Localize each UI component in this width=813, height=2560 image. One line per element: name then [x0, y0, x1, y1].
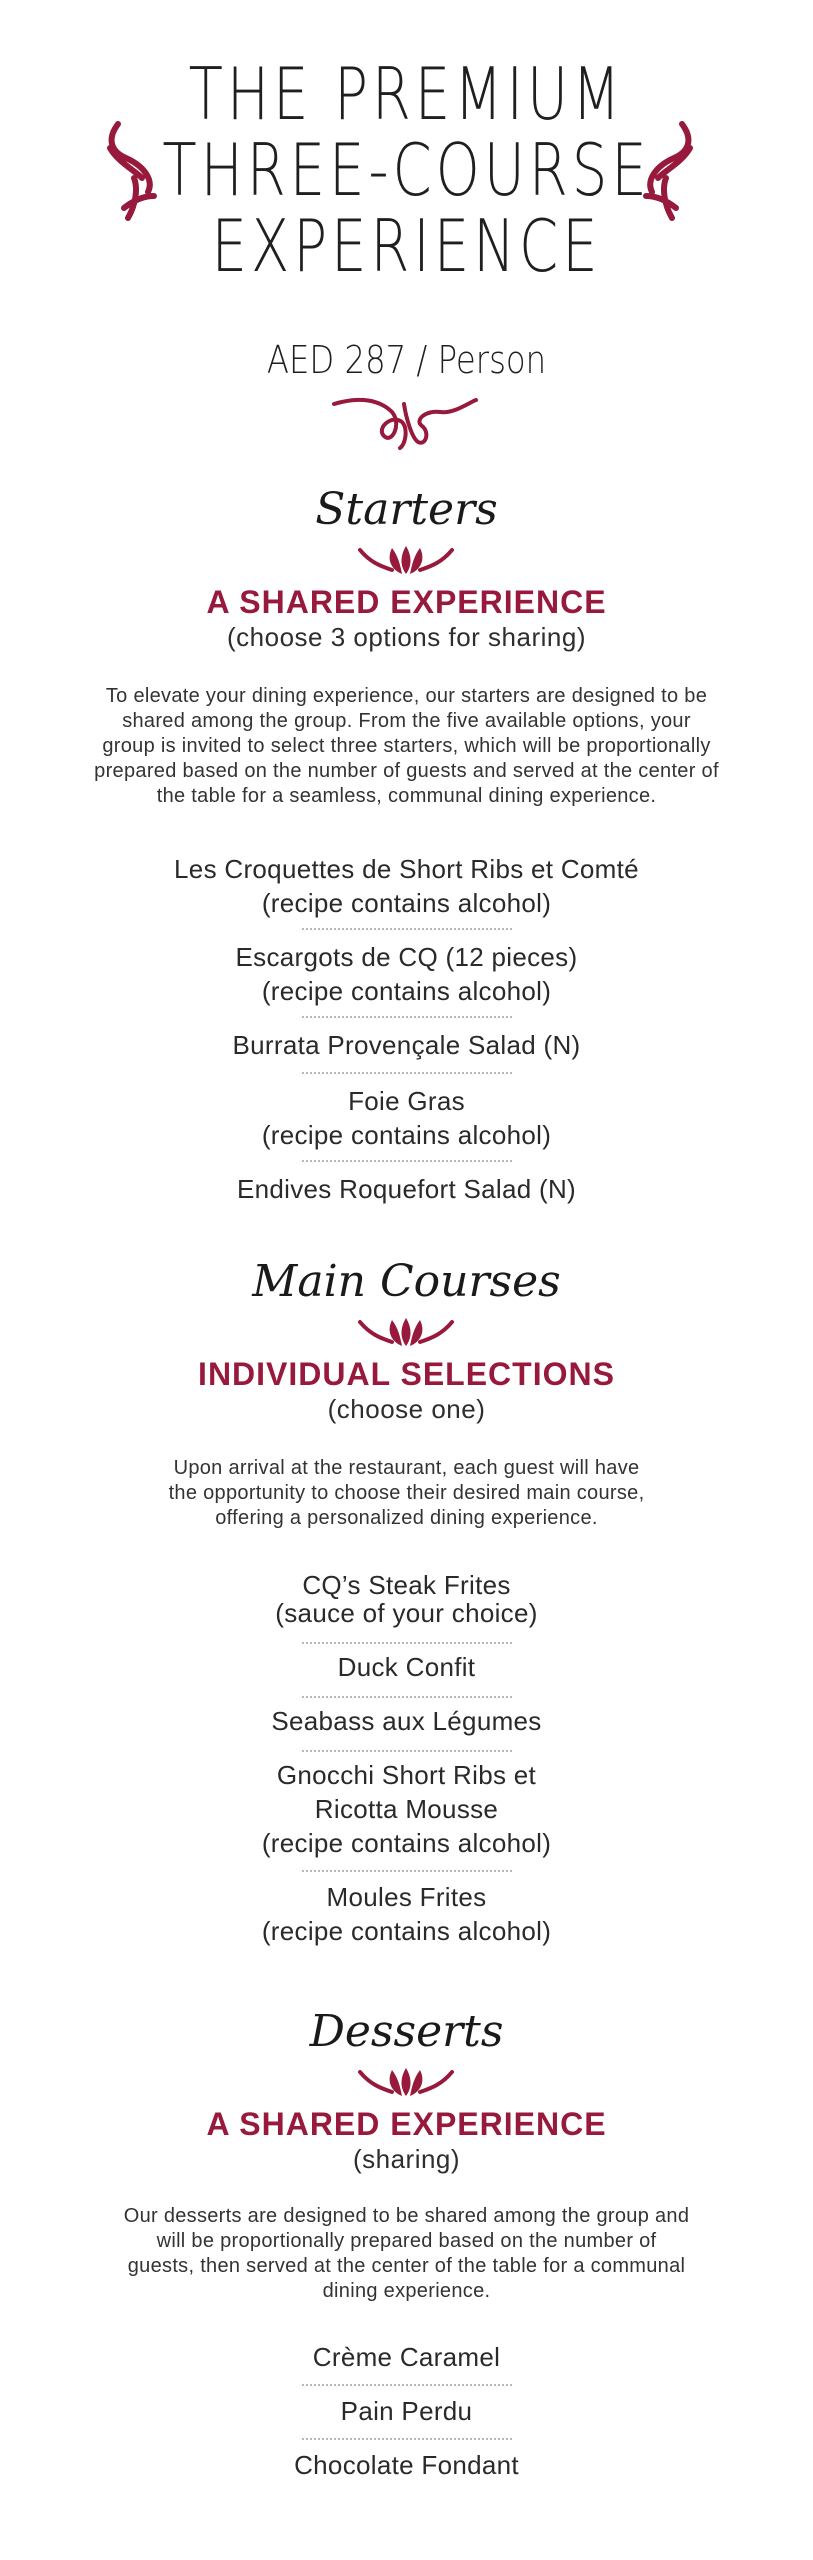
title-line-2: THREE-COURSE — [162, 128, 651, 212]
starters-description — [40, 684, 773, 809]
starter-item — [0, 1084, 813, 1152]
description-line: the table for a seamless, communal dining experience. — [156, 785, 657, 807]
desserts-heading: Desserts — [309, 2006, 504, 2057]
starter-item — [0, 940, 813, 1008]
flourish-right-icon — [636, 118, 696, 228]
item-note: (recipe contains alcohol) — [261, 1120, 552, 1150]
item-note: (recipe contains alcohol) — [261, 976, 552, 1006]
description-line: shared among the group. From the five available options, your — [122, 710, 691, 732]
item-name: Duck Confit — [337, 1652, 476, 1682]
main-item — [0, 1880, 813, 1948]
description-line: dining experience. — [322, 2280, 491, 2302]
swirl-ornament-icon — [330, 392, 480, 454]
starter-item — [0, 1028, 813, 1062]
title-line-1: THE PREMIUM — [188, 52, 625, 136]
dessert-item — [0, 2394, 813, 2428]
price-per-person: AED 287 / Person — [266, 338, 547, 382]
mains-ornament-icon — [356, 1314, 456, 1350]
flourish-left-icon — [104, 118, 164, 228]
item-name: Crème Caramel — [312, 2342, 501, 2372]
main-item — [0, 1704, 813, 1738]
main-item — [0, 1758, 813, 1860]
item-name: Endives Roquefort Salad (N) — [236, 1174, 577, 1204]
item-note: (recipe contains alcohol) — [261, 888, 552, 918]
item-note: (sauce of your choice) — [275, 1598, 538, 1628]
mains-description — [90, 1456, 723, 1531]
item-name: Chocolate Fondant — [294, 2450, 519, 2480]
description-line: prepared based on the number of guests and served at the center of — [94, 760, 719, 782]
starters-note: (choose 3 options for sharing) — [227, 622, 586, 652]
mains-note: (choose one) — [327, 1394, 486, 1424]
item-note: (recipe contains alcohol) — [261, 1828, 552, 1858]
main-item — [0, 1568, 813, 1630]
description-line: To elevate your dining experience, our starters are designed to be — [105, 685, 708, 707]
desserts-subheading: A SHARED EXPERIENCE — [206, 2106, 607, 2142]
description-line: Upon arrival at the restaurant, each guest will have — [173, 1457, 640, 1479]
description-line: will be proportionally prepared based on the number of — [156, 2230, 657, 2252]
description-line: group is invited to select three starters, which will be proportionally — [102, 735, 711, 757]
item-name: Foie Gras — [348, 1086, 465, 1116]
item-name: CQ’s Steak Frites — [302, 1570, 511, 1600]
dessert-item — [0, 2340, 813, 2374]
description-line: guests, then served at the center of the table for a communal — [127, 2255, 686, 2277]
description-line: the opportunity to choose their desired main course, — [168, 1482, 645, 1504]
starters-ornament-icon — [356, 542, 456, 578]
mains-heading: Main Courses — [252, 1256, 561, 1307]
item-name: Gnocchi Short Ribs et — [276, 1760, 537, 1790]
title-line-3: EXPERIENCE — [211, 204, 602, 288]
desserts-description — [70, 2204, 743, 2304]
item-name-line-2: Ricotta Mousse — [314, 1794, 499, 1824]
item-name: Moules Frites — [326, 1882, 487, 1912]
desserts-ornament-icon — [356, 2064, 456, 2100]
item-note: (recipe contains alcohol) — [261, 1916, 552, 1946]
mains-subheading: INDIVIDUAL SELECTIONS — [198, 1356, 615, 1392]
item-name: Escargots de CQ (12 pieces) — [235, 942, 578, 972]
description-line: offering a personalized dining experience. — [215, 1507, 598, 1529]
dessert-item — [0, 2448, 813, 2482]
item-name: Les Croquettes de Short Ribs et Comté — [174, 854, 639, 884]
item-name: Seabass aux Légumes — [271, 1706, 542, 1736]
item-name: Burrata Provençale Salad (N) — [232, 1030, 581, 1060]
item-name: Pain Perdu — [340, 2396, 473, 2426]
desserts-note: (sharing) — [352, 2144, 461, 2174]
main-item — [0, 1650, 813, 1684]
starters-subheading: A SHARED EXPERIENCE — [206, 584, 607, 620]
starters-heading: Starters — [315, 484, 498, 535]
starter-item — [0, 852, 813, 920]
starter-item — [0, 1172, 813, 1206]
description-line: Our desserts are designed to be shared among the group and — [123, 2205, 690, 2227]
